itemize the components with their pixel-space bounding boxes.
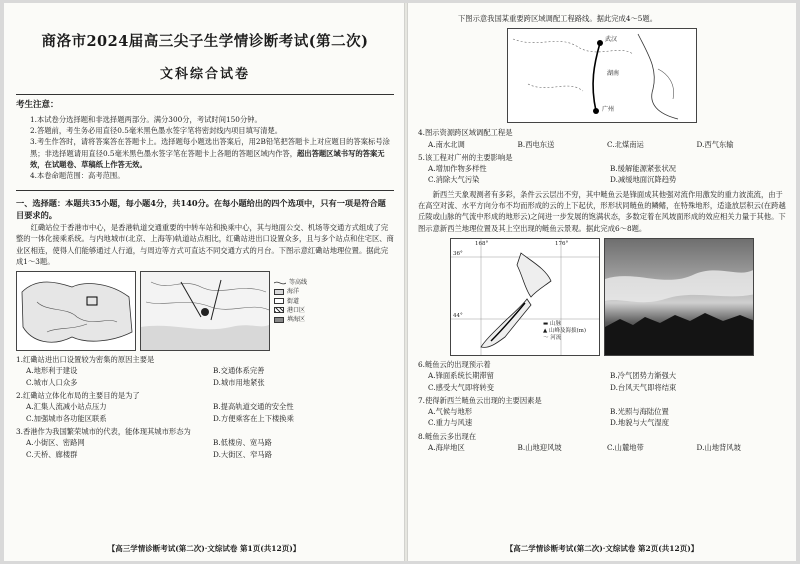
lon-label: 168° bbox=[475, 240, 489, 247]
option: A.气候与地形 bbox=[428, 407, 473, 417]
figure-newzealand bbox=[418, 238, 786, 356]
lon-label: 176° bbox=[555, 240, 569, 247]
page-1 bbox=[4, 3, 404, 561]
legend-item: ▲ 山峰及海拔(m) bbox=[543, 328, 586, 335]
notice-item-text: 3.考生作答时，请将答案答在答题卡上。选择题每小题选出答案后，用2B铅笔把答题卡上对应题目的答案标号涂黑；非选择题请用直径0.5毫米黑色墨水签字笔在答题卡上各题的答题区域内作答， bbox=[30, 137, 390, 158]
divider bbox=[16, 94, 394, 95]
notice-item: 4.本卷命题范围：高考范围。 bbox=[30, 171, 125, 181]
china-map bbox=[507, 28, 697, 123]
cloud-photo-drawing bbox=[605, 239, 754, 356]
question-3 bbox=[16, 426, 394, 460]
subject-title: 文科综合试卷 bbox=[159, 67, 250, 83]
exam-sheet bbox=[4, 3, 796, 561]
legend-item: ～ 河流 bbox=[543, 335, 562, 342]
legend-item bbox=[274, 307, 307, 314]
page-footer: 【高三学情诊断考试(第二次)·文综试卷 第1页(共12页)】 bbox=[107, 544, 301, 554]
question-stem: 4.图示资源跨区域调配工程是 bbox=[418, 128, 513, 138]
option: C.重力与风速 bbox=[428, 418, 473, 428]
region-map-drawing bbox=[17, 272, 136, 351]
legend-label: 街道 bbox=[287, 297, 300, 305]
map-label-guangzhou: 广州 bbox=[602, 106, 615, 114]
question-options bbox=[418, 370, 786, 393]
option: D.西气东输 bbox=[696, 139, 734, 149]
question-1 bbox=[16, 354, 394, 388]
legend-label: 等高线 bbox=[289, 279, 308, 287]
option: B.冷气团势力渐强大 bbox=[610, 371, 677, 381]
notice-item-emphasis: 超出答题区域书写的答案无效，在试题卷、草稿纸上作答无效。 bbox=[30, 148, 385, 169]
option: B.山地迎风坡 bbox=[517, 443, 562, 453]
option: C.北煤南运 bbox=[607, 139, 644, 149]
option: C.消除大气污染 bbox=[428, 175, 480, 185]
question-options bbox=[16, 401, 394, 424]
region-map bbox=[16, 271, 136, 351]
legend-label: 填海区 bbox=[287, 315, 306, 323]
lat-label: 44° bbox=[453, 312, 463, 319]
option: D.山地背风坡 bbox=[696, 443, 741, 453]
question-options bbox=[418, 442, 786, 453]
port-swatch-icon bbox=[274, 307, 284, 313]
section-title: 一、选择题：本题共35小题，每小题4分，共140分。在每小题给出的四个选项中，只有一项是符合题目要求的。 bbox=[16, 197, 386, 221]
option: D.方便乘客在上下楼换乘 bbox=[213, 413, 294, 423]
passage-transfer: 下图示意我国某重要跨区域调配工程路线。据此完成4～5题。 bbox=[458, 14, 658, 23]
legend-label: 河流 bbox=[550, 335, 562, 342]
map-legend bbox=[274, 271, 307, 351]
option: C.感受大气即将转变 bbox=[428, 382, 495, 392]
option: D.减缓地面沉降趋势 bbox=[610, 175, 677, 185]
divider bbox=[16, 190, 394, 191]
notice-item: 1.本试卷分选择题和非选择题两部分。满分300分，考试时间150分钟。 bbox=[30, 114, 262, 124]
map-label-hunan: 湖南 bbox=[607, 70, 620, 78]
option: B.低楼房、宽马路 bbox=[213, 438, 272, 448]
notice-list bbox=[16, 114, 394, 182]
option: A.海岸地区 bbox=[428, 443, 465, 453]
question-stem: 2.红磡站立体化布局的主要目的是为了 bbox=[16, 391, 140, 401]
option: D.城市用地紧张 bbox=[213, 377, 265, 387]
figure-hunghom bbox=[16, 271, 394, 351]
passage-cloud: 新西兰天象观测者有多彩，条件云云层出不穷，其中鲢鱼云是锋面成其他强对流作用激发的重力波流流，由于在高空对流、水平方向分布不均而形成的云的上下起伏，形形状同鲢鱼的鳞鳍，在特殊地形，适逢放层积云(在跨越丘陵或山脉的气流中形成的地形云)之间进一步发展的饱满状态，多数定着在风坡面形成的效应相关力量于其他。下图示意新西兰地理位置及其上空出现的鲢鱼云景观。据此完成6～8题。 bbox=[418, 189, 786, 233]
question-stem: 3.香港作为我国繁荣城市的代表，能体现其城市形态为 bbox=[16, 426, 191, 436]
option: A.汇集人流减小站点压力 bbox=[26, 402, 107, 412]
nz-map bbox=[450, 238, 600, 356]
legend-item bbox=[274, 298, 307, 305]
option: A.地形利于建设 bbox=[26, 366, 78, 376]
option: D.台风天气即将结束 bbox=[610, 382, 677, 392]
question-options bbox=[418, 139, 786, 150]
legend-item bbox=[274, 316, 307, 323]
contour-icon bbox=[274, 280, 286, 286]
exam-title: 商洛市2024届高三尖子生学情诊断考试(第二次) bbox=[41, 33, 369, 50]
option: B.提高轨道交通的安全性 bbox=[213, 402, 294, 412]
option: B.缓解能源紧张状况 bbox=[610, 164, 677, 174]
question-stem: 6.鲢鱼云的出现预示着 bbox=[418, 359, 491, 369]
question-8 bbox=[418, 431, 786, 454]
option: C.城市人口众多 bbox=[26, 377, 78, 387]
option: C.天桥、廊楼群 bbox=[26, 449, 78, 459]
passage-hunghom: 红磡站位于香港市中心，是香港轨道交通重要的中转车站和换乘中心，其与地面公交、机场等交通方式组成了完整的一体化接乘系统。与内地城市(北京、上海等)轨道站点相比，红磡站进出口设置众多，且与多个站点和住宅区、商业区相连，使得人们能够通过人行道，与周边等方式可直达不同交通方式的月台。下图示意红磡站地理位置。据此完成1～3题。 bbox=[16, 222, 394, 266]
sea-swatch-icon bbox=[274, 289, 284, 295]
question-stem: 5.该工程对广州的主要影响是 bbox=[418, 152, 513, 162]
lat-label: 36° bbox=[453, 250, 463, 257]
option: D.地貌与大气湿度 bbox=[610, 418, 669, 428]
option: A.锋面系统长期滞留 bbox=[428, 371, 494, 381]
station-map bbox=[140, 271, 270, 351]
question-stem: 8.鲢鱼云多出现在 bbox=[418, 431, 477, 441]
option: A.小街区、密路网 bbox=[26, 438, 85, 448]
nz-legend bbox=[543, 321, 586, 342]
legend-item bbox=[274, 288, 307, 295]
legend-label: 山脉 bbox=[549, 320, 561, 327]
option: B.交通体系完善 bbox=[213, 366, 265, 376]
notice-heading: 考生注意： bbox=[16, 99, 59, 110]
legend-item bbox=[274, 279, 307, 286]
legend-label: 港口区 bbox=[287, 306, 306, 314]
question-stem: 7.使得新西兰鲢鱼云出现的主要因素是 bbox=[418, 395, 542, 405]
question-5 bbox=[418, 152, 786, 186]
question-stem: 1.红磡站进出口设置较为密集的原因主要是 bbox=[16, 355, 155, 365]
reclaim-swatch-icon bbox=[274, 317, 284, 323]
notice-item: 2.答题前，考生务必用直径0.5毫米黑色墨水签字笔将密封线内项目填写清楚。 bbox=[30, 126, 283, 136]
street-swatch-icon bbox=[274, 298, 284, 304]
question-4 bbox=[418, 127, 786, 150]
question-options bbox=[418, 406, 786, 429]
question-6 bbox=[418, 359, 786, 393]
cloud-photo bbox=[604, 238, 754, 356]
option: A.南水北调 bbox=[428, 139, 465, 149]
question-options bbox=[418, 163, 786, 186]
question-7 bbox=[418, 395, 786, 429]
question-2 bbox=[16, 390, 394, 424]
legend-label: 海洋 bbox=[287, 288, 300, 296]
page-footer: 【高二学情诊断考试(第二次)·文综试卷 第2页(共12页)】 bbox=[505, 544, 699, 554]
option: B.西电东送 bbox=[517, 139, 555, 149]
page-2 bbox=[408, 3, 796, 561]
option: C.山麓地带 bbox=[607, 443, 644, 453]
question-options bbox=[16, 365, 394, 388]
option: D.大街区、窄马路 bbox=[213, 449, 272, 459]
legend-item: ▬ 山脉 bbox=[543, 320, 561, 327]
map-label-wuhan: 武汉 bbox=[605, 36, 618, 44]
legend-label: 山峰及海拔(m) bbox=[548, 328, 586, 335]
option: C.加强城市各功能区联系 bbox=[26, 413, 107, 423]
option: A.增加作物多样性 bbox=[428, 164, 487, 174]
figure-transfer bbox=[418, 28, 786, 123]
question-options bbox=[16, 437, 394, 460]
option: B.光照与海陆位置 bbox=[610, 407, 669, 417]
station-map-drawing bbox=[141, 272, 270, 351]
notice-item bbox=[16, 136, 394, 170]
